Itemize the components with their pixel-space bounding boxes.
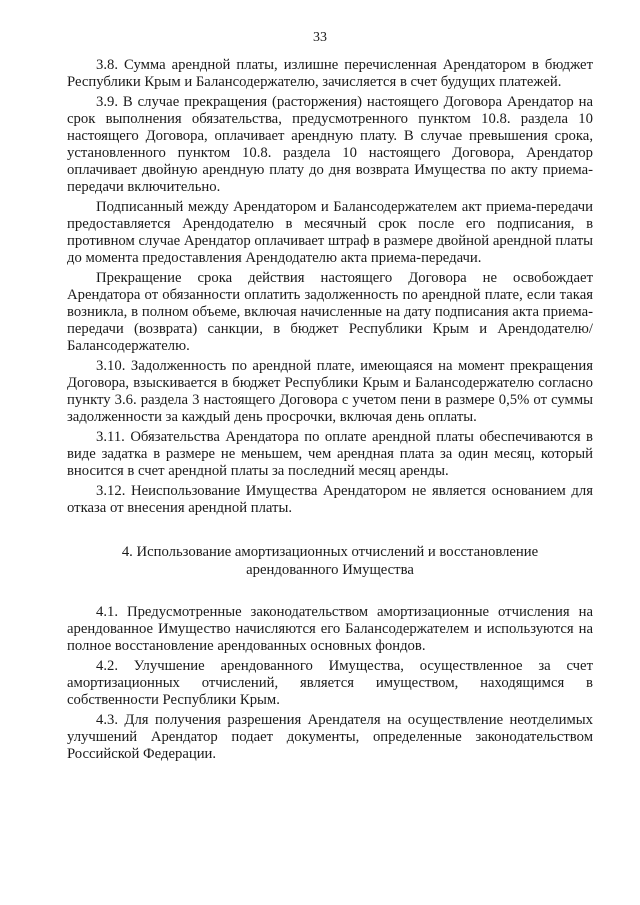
paragraph-termination: Прекращение срока действия настоящего Договора не освобождает Арендатора от обязанности оплатить задолженность по арендной плате, если такая возникла, в полном объеме, включая начисленные на дату подписания акта приема-передачи (возврата) санкции, в бюджет Республики Крым и Арендодателю/Балансодержателю. (67, 269, 593, 355)
section-heading-line-2: арендованного Имущества (246, 561, 414, 578)
section-heading-line-1: 4. Использование амортизационных отчислений и восстановление (121, 544, 539, 560)
section-heading (67, 544, 593, 579)
page-number: 33 (313, 30, 327, 45)
paragraph-3-8: 3.8. Сумма арендной платы, излишне перечисленная Арендатором в бюджет Республики Крым и Балансодержателю, зачисляется в счет будущих платежей. (67, 57, 593, 91)
paragraph-acceptance-act: Подписанный между Арендатором и Балансодержателем акт приема-передачи предоставляется Арендодателю в месячный срок после его подписания, в противном случае Арендатор оплачивает штраф в размере двойной арендной платы до момента предоставления Арендодателю акта приема-передачи. (67, 198, 593, 267)
paragraph-3-9: 3.9. В случае прекращения (расторжения) настоящего Договора Арендатор на срок выполнения обязательства, предусмотренного пунктом 10.8. раздела 10 настоящего Договора, оплачивает арендную плату. В случае превышения срока, установленного пунктом 10.8. раздела 10 настоящего Договора, Арендатор оплачивает двойную арендную плату до дня возврата Имущества по акту приема-передачи включительно. (67, 93, 593, 196)
paragraph-4-1: 4.1. Предусмотренные законодательством амортизационные отчисления на арендованное Имущество начисляются его Балансодержателем и используются на полное восстановление арендованных основных фондов. (67, 604, 593, 655)
paragraph-4-3: 4.3. Для получения разрешения Арендателя на осуществление неотделимых улучшений Арендатор подает документы, определенные законодательством Российской Федерации. (67, 711, 593, 762)
document-body (67, 57, 593, 766)
paragraph-3-12: 3.12. Неиспользование Имущества Арендатором не является основанием для отказа от внесения арендной платы. (67, 482, 593, 516)
paragraph-3-10: 3.10. Задолженность по арендной плате, имеющаяся на момент прекращения Договора, взыскивается в бюджет Республики Крым и Балансодержателю согласно пункту 3.6. раздела 3 настоящего Договора с учетом пени в размере 0,5% от суммы задолженности за каждый день просрочки, включая день оплаты. (67, 357, 593, 426)
paragraph-3-11: 3.11. Обязательства Арендатора по оплате арендной платы обеспечиваются в виде задатка в размере не меньшем, чем арендная плата за один месяц, который вносится в счет арендной платы за последний месяц аренды. (67, 428, 593, 480)
paragraph-4-2: 4.2. Улучшение арендованного Имущества, осуществленное за счет амортизационных отчислений, является имуществом, находящимся в собственности Республики Крым. (67, 657, 593, 709)
